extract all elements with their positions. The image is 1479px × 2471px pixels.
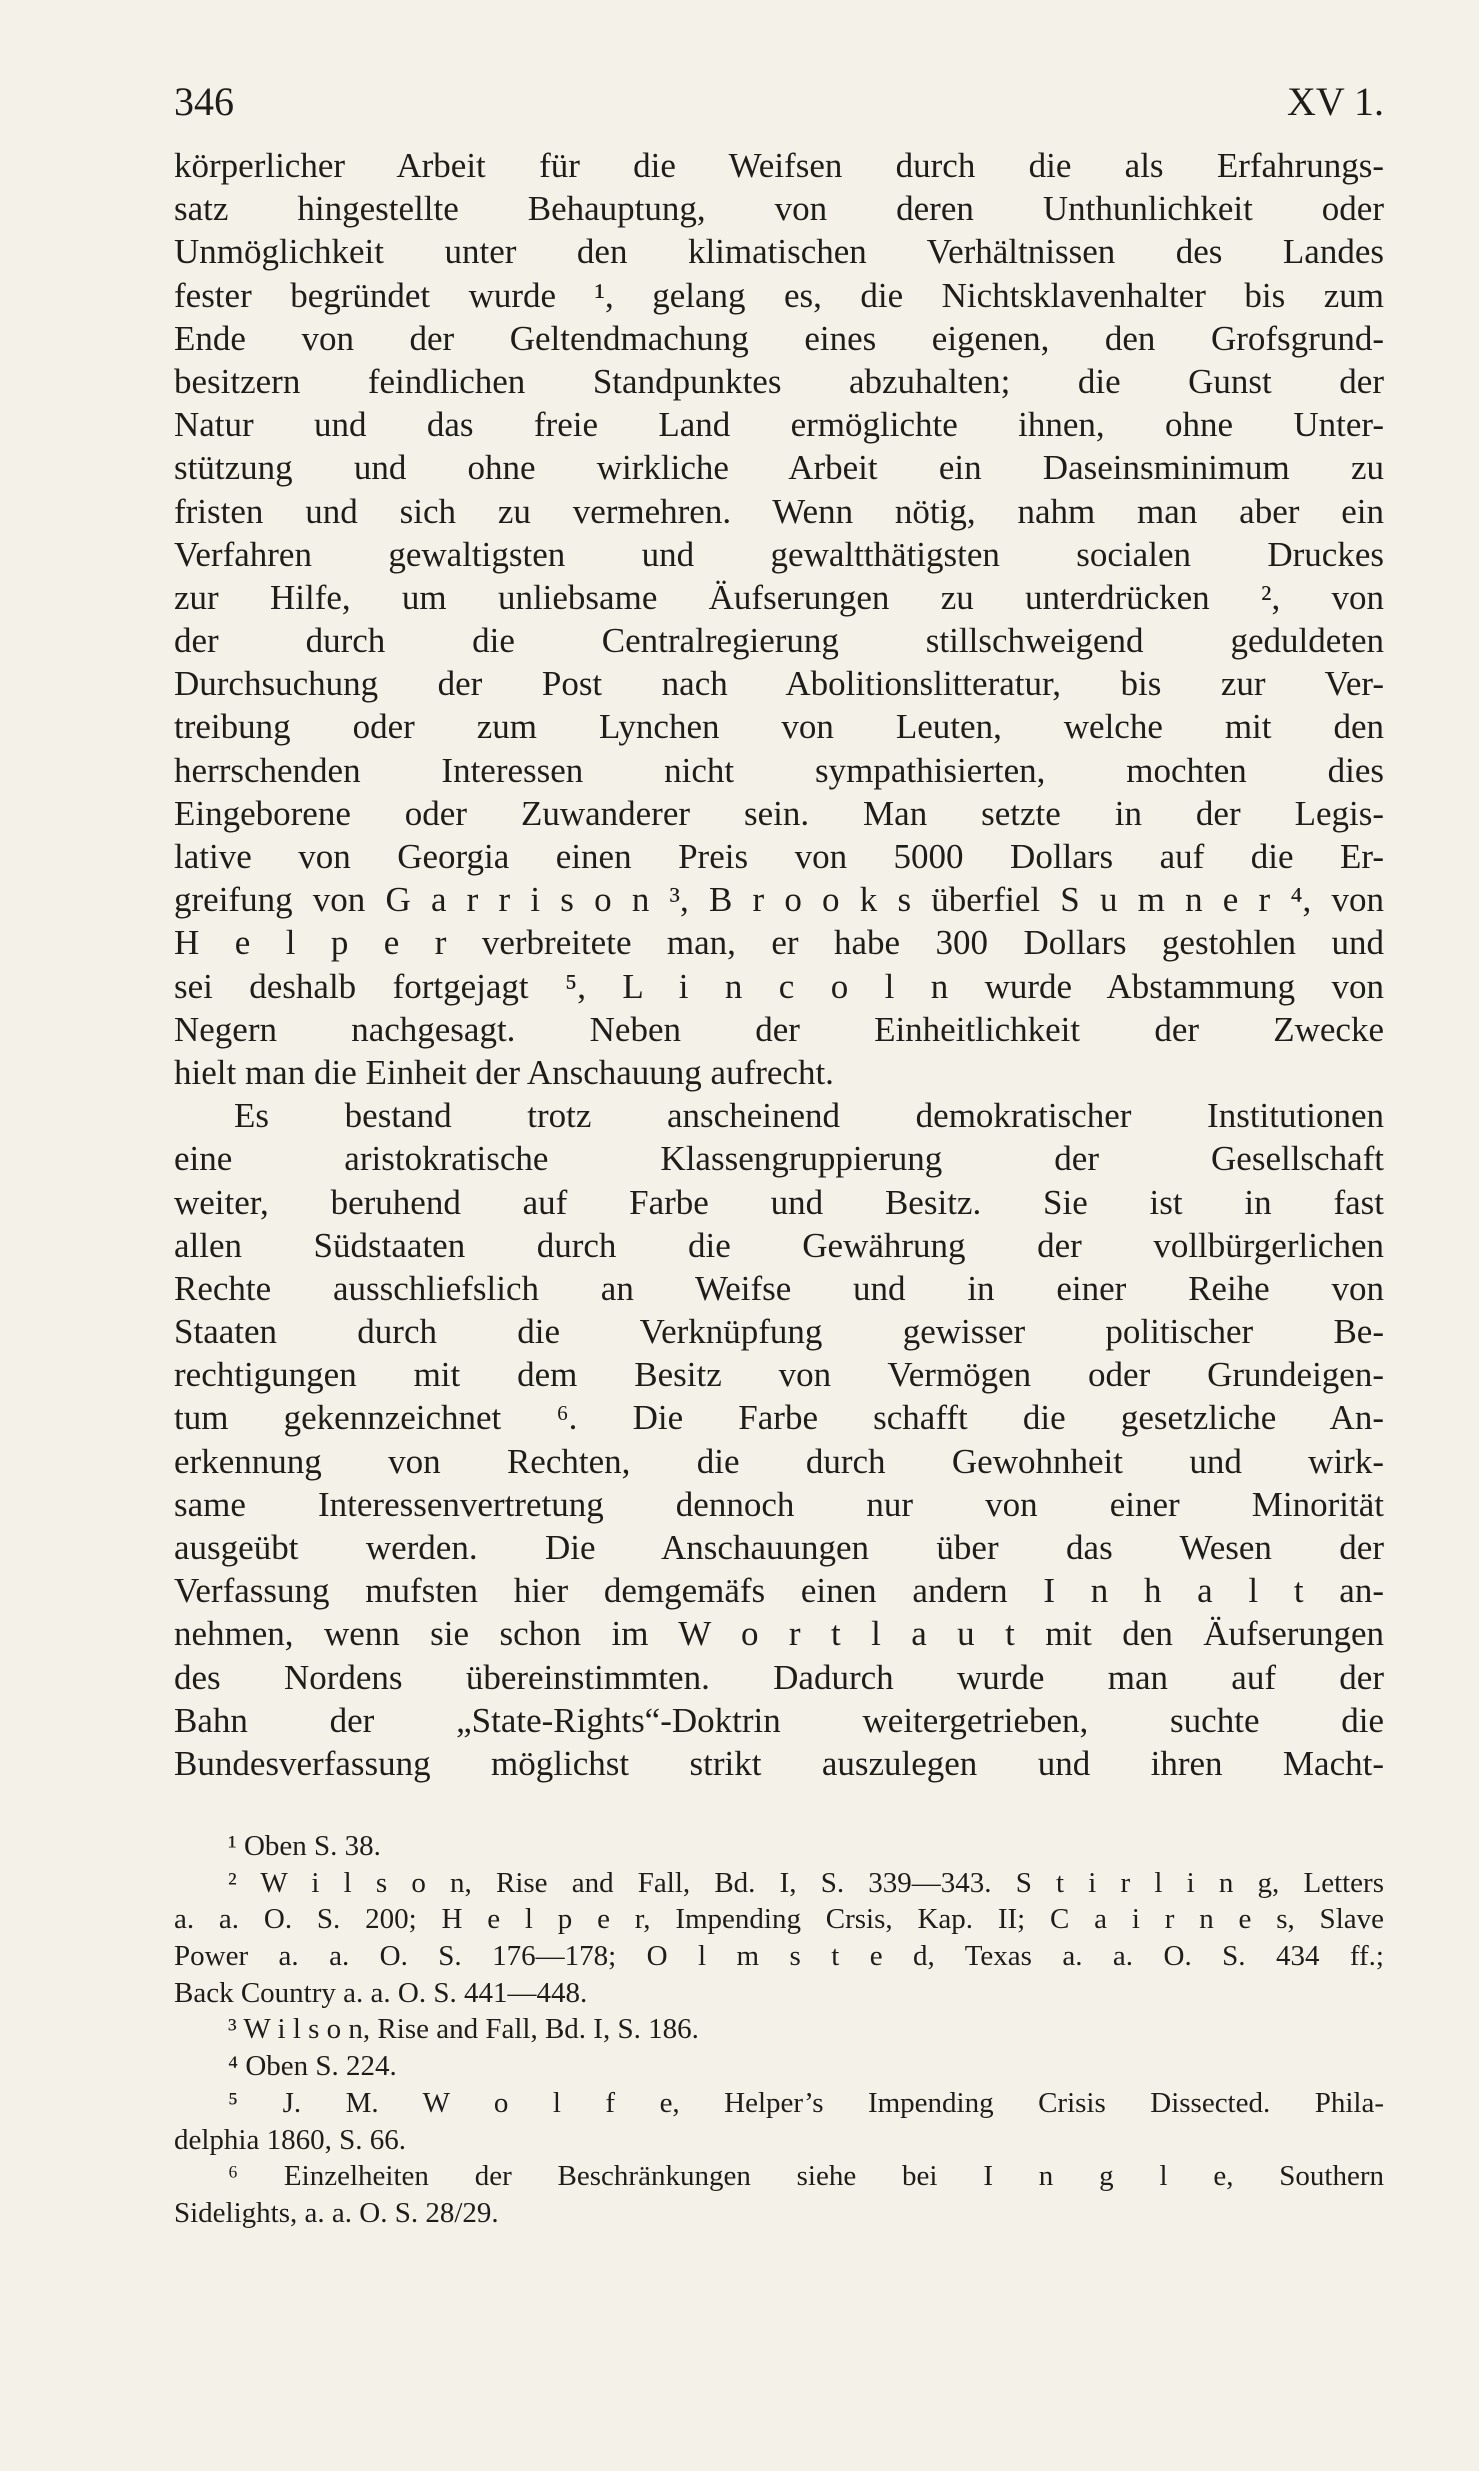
footnote-line: ¹ Oben S. 38. [228,1830,381,1862]
body-line: Ende von der Geltendmachung eines eigenen, den Grofsgrund- [174,318,1384,358]
body-line: Unmöglichkeit unter den klimatischen Verhältnissen des Landes [174,232,1384,272]
body-line: stützung und ohne wirkliche Arbeit ein Daseinsminimum zu [174,448,1384,488]
footnotes [174,1828,1384,2232]
footnote-line: ⁶ Einzelheiten der Beschränkungen siehe bei I n g l e, Southern [228,2160,1384,2193]
body-line: erkennung von Rechten, die durch Gewohnheit und wirk- [174,1441,1384,1481]
footnote-line: Power a. a. O. S. 176—178; O l m s t e d, Texas a. a. O. S. 434 ff.; [174,1940,1384,1973]
body-line: Negern nachgesagt. Neben der Einheitlichkeit der Zwecke [174,1009,1384,1049]
body-line: Durchsuchung der Post nach Abolitionslitteratur, bis zur Ver- [174,664,1384,704]
body-line: des Nordens übereinstimmten. Dadurch wurde man auf der [174,1657,1384,1697]
body-line: eine aristokratische Klassengruppierung der Gesellschaft [174,1139,1384,1179]
footnote-line: ⁵ J. M. W o l f e, Helper’s Impending Crisis Dissected. Phila- [228,2086,1384,2119]
body-line: hielt man die Einheit der Anschauung aufrecht. [174,1052,834,1092]
body-line: Rechte ausschliefslich an Weifse und in einer Reihe von [174,1268,1384,1308]
body-line: allen Südstaaten durch die Gewährung der vollbürgerlichen [174,1225,1384,1265]
body-line: nehmen, wenn sie schon im W o r t l a u t mit den Äufserungen [174,1614,1384,1654]
body-line: rechtigungen mit dem Besitz von Vermögen oder Grundeigen- [174,1355,1384,1395]
body-line: Bahn der „State-Rights“-Doktrin weitergetrieben, suchte die [174,1700,1384,1740]
body-line: fristen und sich zu vermehren. Wenn nötig, nahm man aber ein [174,491,1384,531]
footnote-line: Sidelights, a. a. O. S. 28/29. [174,2196,499,2229]
body-line: Bundesverfassung möglichst strikt auszulegen und ihren Macht- [174,1743,1384,1783]
body-line: greifung von G a r r i s o n ³, B r o o k s überfiel S u m n e r ⁴, von [174,880,1384,920]
body-line: körperlicher Arbeit für die Weifsen durch die als Erfahrungs- [174,146,1384,185]
body-line: zur Hilfe, um unliebsame Äufserungen zu unterdrücken ², von [174,577,1384,617]
body-line: same Interessenvertretung dennoch nur von einer Minorität [174,1484,1384,1524]
body-line: satz hingestellte Behauptung, von deren Unthunlichkeit oder [174,189,1384,229]
body-line: Eingeborene oder Zuwanderer sein. Man setzte in der Legis- [174,793,1384,833]
body-line: Staaten durch die Verknüpfung gewisser politischer Be- [174,1312,1384,1352]
body-line: Natur und das freie Land ermöglichte ihnen, ohne Unter- [174,405,1384,445]
body-text [174,144,1384,1785]
footnote-line: ² W i l s o n, Rise and Fall, Bd. I, S. 339—343. S t i r l i n g, Letters [228,1866,1384,1899]
body-line: lative von Georgia einen Preis von 5000 Dollars auf die Er- [174,837,1384,876]
body-line: der durch die Centralregierung stillschweigend geduldeten [174,621,1384,661]
body-line: tum gekennzeichnet ⁶. Die Farbe schafft die gesetzliche An- [174,1398,1384,1438]
body-line: weiter, beruhend auf Farbe und Besitz. Sie ist in fast [174,1182,1384,1222]
body-line: H e l p e r verbreitete man, er habe 300 Dollars gestohlen und [174,923,1384,963]
body-line: treibung oder zum Lynchen von Leuten, welche mit den [174,707,1384,747]
footnote-line: delphia 1860, S. 66. [174,2123,406,2156]
body-line: herrschenden Interessen nicht sympathisierten, mochten dies [174,750,1384,790]
body-line: Verfahren gewaltigsten und gewaltthätigsten socialen Druckes [174,534,1384,574]
body-line: Es bestand trotz anscheinend demokratischer Institutionen [234,1096,1384,1136]
page-number: 346 [174,79,234,124]
footnote-line: ³ W i l s o n, Rise and Fall, Bd. I, S. 186. [228,2013,699,2046]
body-line: sei deshalb fortgejagt ⁵, L i n c o l n wurde Abstammung von [174,966,1384,1006]
footnote-line: ⁴ Oben S. 224. [228,2050,397,2083]
body-line: fester begründet wurde ¹, gelang es, die Nichtsklavenhalter bis zum [174,275,1384,315]
footnote-line: a. a. O. S. 200; H e l p e r, Impending Crsis, Kap. II; C a i r n e s, Slave [174,1903,1384,1936]
footnote-line: Back Country a. a. O. S. 441—448. [174,1976,588,2009]
body-line: ausgeübt werden. Die Anschauungen über das Wesen der [174,1528,1384,1567]
body-line: Verfassung mufsten hier demgemäfs einen andern I n h a l t an- [174,1571,1384,1611]
body-line: besitzern feindlichen Standpunktes abzuhalten; die Gunst der [174,361,1384,401]
page-header [174,78,1384,138]
running-head: XV 1. [1286,79,1384,124]
